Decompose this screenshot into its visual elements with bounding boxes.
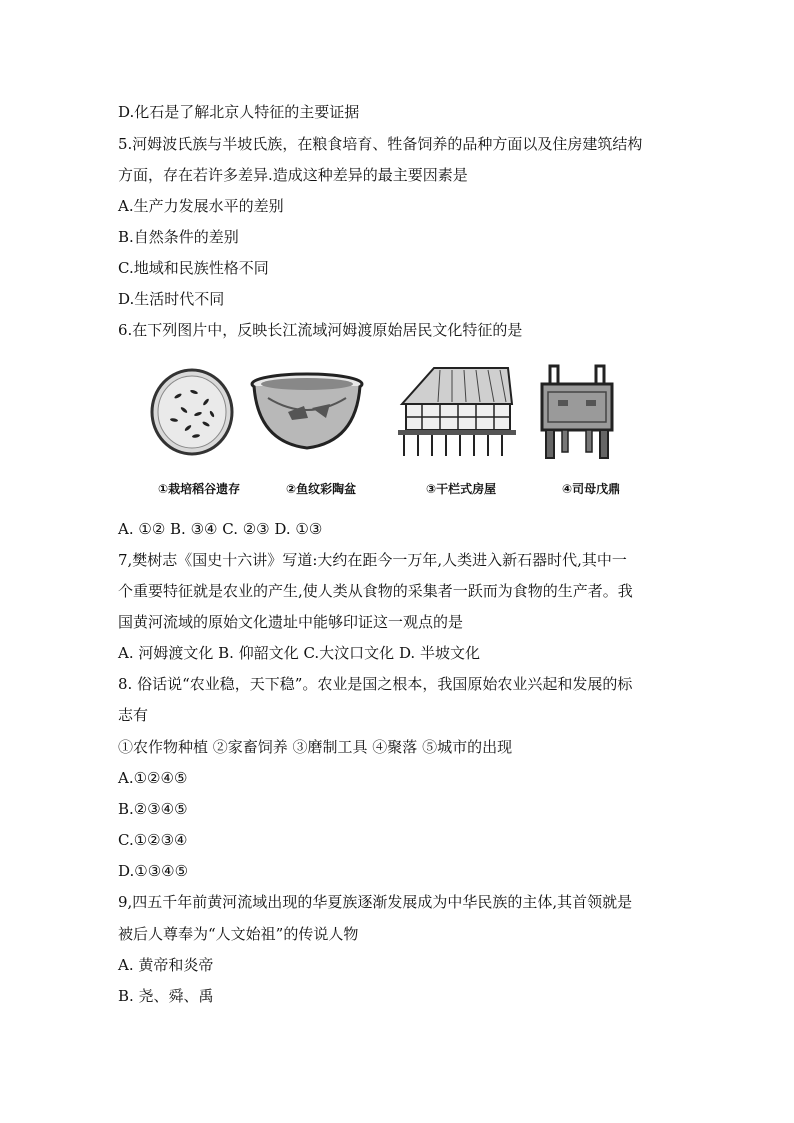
q7-options: A. 河姆渡文化 B. 仰韶文化 C.大汶口文化 D. 半坡文化 <box>118 644 480 662</box>
q4-option-d: D.化石是了解北京人特征的主要证据 <box>118 103 360 121</box>
rice-grains-image <box>148 362 236 458</box>
q9-stem-line1: 9,四五千年前黄河流域出现的华夏族逐渐发展成为中华民族的主体,其首领就是 <box>118 893 633 911</box>
bronze-ding-image <box>538 362 616 462</box>
q7-stem-line3: 国黄河流域的原始文化遗址中能够印证这一观点的是 <box>118 613 464 631</box>
q6-options: A. ①② B. ③④ C. ②③ D. ①③ <box>118 520 323 538</box>
q8-option-c: C.①②③④ <box>118 831 188 849</box>
q7-stem-line1: 7,樊树志《国史十六讲》写道:大约在距今一万年,人类进入新石器时代,其中一 <box>118 551 627 569</box>
q8-stem-line2: 志有 <box>118 706 149 724</box>
q8-stem-line1: 8. 俗话说“农业稳，天下稳”。农业是国之根本，我国原始农业兴起和发展的标 <box>118 675 633 693</box>
q9-option-b: B. 尧、舜、禹 <box>118 987 214 1005</box>
q9-option-a: A. 黄帝和炎帝 <box>118 956 214 974</box>
q8-option-a: A.①②④⑤ <box>118 769 188 787</box>
q5-option-a: A.生产力发展水平的差别 <box>118 197 284 215</box>
q9-stem-line2: 被后人尊奉为“人文始祖”的传说人物 <box>118 925 359 943</box>
q8-option-b: B.②③④⑤ <box>118 800 188 818</box>
caption-bronze-ding: ④司母戊鼎 <box>562 482 621 496</box>
caption-rice-grains: ①栽培稻谷遗存 <box>158 482 241 496</box>
q7-stem-line2: 个重要特征就是农业的产生,使人类从食物的采集者一跃而为食物的生产者。我 <box>118 582 633 600</box>
q5-stem-line1: 5.河姆波氏族与半坡氏族，在粮食培育、牲备饲养的品种方面以及住房建筑结构 <box>118 135 643 153</box>
caption-stilt-house: ③干栏式房屋 <box>426 482 497 496</box>
q8-items: ①农作物种植 ②家畜饲养 ③磨制工具 ④聚落 ⑤城市的出现 <box>118 738 513 756</box>
caption-pottery-basin: ②鱼纹彩陶盆 <box>286 482 357 496</box>
stilt-house-image <box>392 362 518 462</box>
q5-option-c: C.地域和民族性格不同 <box>118 259 269 277</box>
pottery-basin-image <box>248 362 366 458</box>
q5-option-d: D.生活时代不同 <box>118 290 225 308</box>
q5-stem-line2: 方面，存在若许多差异.造成这种差异的最主要因素是 <box>118 166 468 184</box>
artifact-figure <box>140 362 680 502</box>
q6-stem: 6.在下列图片中，反映长江流域河姆渡原始居民文化特征的是 <box>118 321 523 339</box>
q8-option-d: D.①③④⑤ <box>118 862 189 880</box>
q5-option-b: B.自然条件的差别 <box>118 228 239 246</box>
